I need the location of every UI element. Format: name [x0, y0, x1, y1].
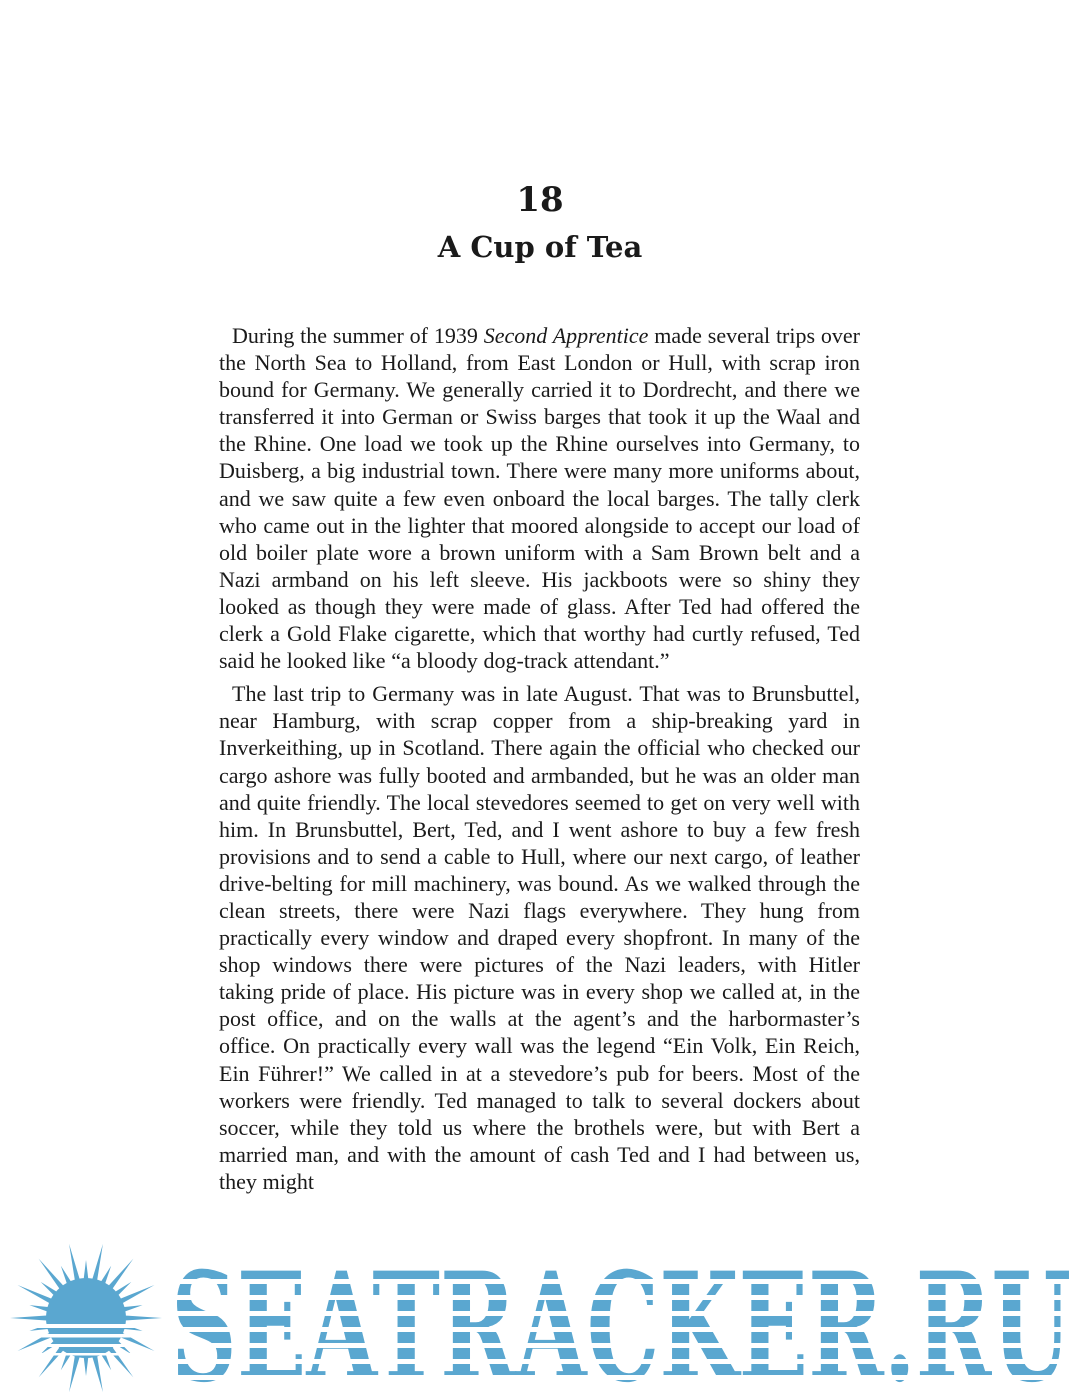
- paragraph-1: [219, 322, 860, 674]
- sun-stripe: [36, 1334, 136, 1338]
- sun-stripe: [36, 1353, 136, 1356]
- paragraph-1-text-end: made several trips over the North Sea to Holland, from East London or Hull, with scrap iron bound for Germany. We generally carried it to Dordrecht, and there we transferred it into German or Swiss barges that took it up the Waal and the Rhine. One load we took up the Rhine ourselves into Germany, to Duisberg, a big industrial town. There were many more uniforms about, and we saw quite a few even onboard the local barges. The tally clerk who came out in the lighter that moored alongside to accept our load of old boiler plate wore a brown uniform with a Sam Brown belt and a Nazi armband on his left sleeve. His jackboots were so shiny they looked as though they were made of glass. After Ted had offered the clerk a Gold Flake cigarette, which that worthy had curtly refused, Ted said he looked like “a bloody dog-track attendant.”: [219, 323, 860, 674]
- sun-ray: [10, 1315, 50, 1320]
- sun-icon: [6, 1240, 164, 1394]
- sun-stripe: [36, 1344, 136, 1347]
- sun-ray: [69, 1352, 81, 1392]
- paragraph-1-text-start: During the summer of 1939: [232, 323, 484, 348]
- watermark-text: [166, 1252, 1076, 1392]
- watermark-label: SEATRACKER.RU: [171, 1252, 1071, 1392]
- sun-ray: [91, 1352, 103, 1392]
- watermark: [0, 1236, 1080, 1397]
- sun-stripe: [36, 1324, 136, 1328]
- chapter-title: A Cup of Tea: [437, 230, 643, 264]
- sun-ray: [91, 1244, 103, 1284]
- ship-name: Second Apprentice: [483, 323, 649, 348]
- sun-ray: [122, 1315, 162, 1320]
- paragraph-2: The last trip to Germany was in late August. That was to Brunsbuttel, near Hamburg, with scrap copper from a ship-breaking yard in Inverkeithing, up in Scotland. There again the official who checked our cargo ashore was fully booted and armbanded, but he was an older man and quite friendly. The local stevedores seemed to get on very well with him. In Brunsbuttel, Bert, Ted, and I went ashore to buy a few fresh provisions and to send a cable to Hull, where our next cargo, of leather drive-belting for mill machinery, was bound. As we walked through the clean streets, there were Nazi flags everywhere. They hung from practically every window and draped every shopfront. In many of the shop windows there were pictures of the Nazi leaders, with Hitler taking pride of place. His picture was in every shop we called at, in the post office, and on the walls at the agent’s and the harbormaster’s office. On practically every wall was the legend “Ein Volk, Ein Reich, Ein Führer!” We called in at a stevedore’s pub for beers. Most of the workers were friendly. Ted managed to talk to several dockers about soccer, while they told us where the brothels were, but with Bert a married man, and with the amount of cash Ted and I had between us, they might: [219, 681, 860, 1194]
- body-text: [219, 322, 860, 1228]
- sun-ray: [69, 1244, 81, 1284]
- chapter-number: 18: [516, 180, 564, 220]
